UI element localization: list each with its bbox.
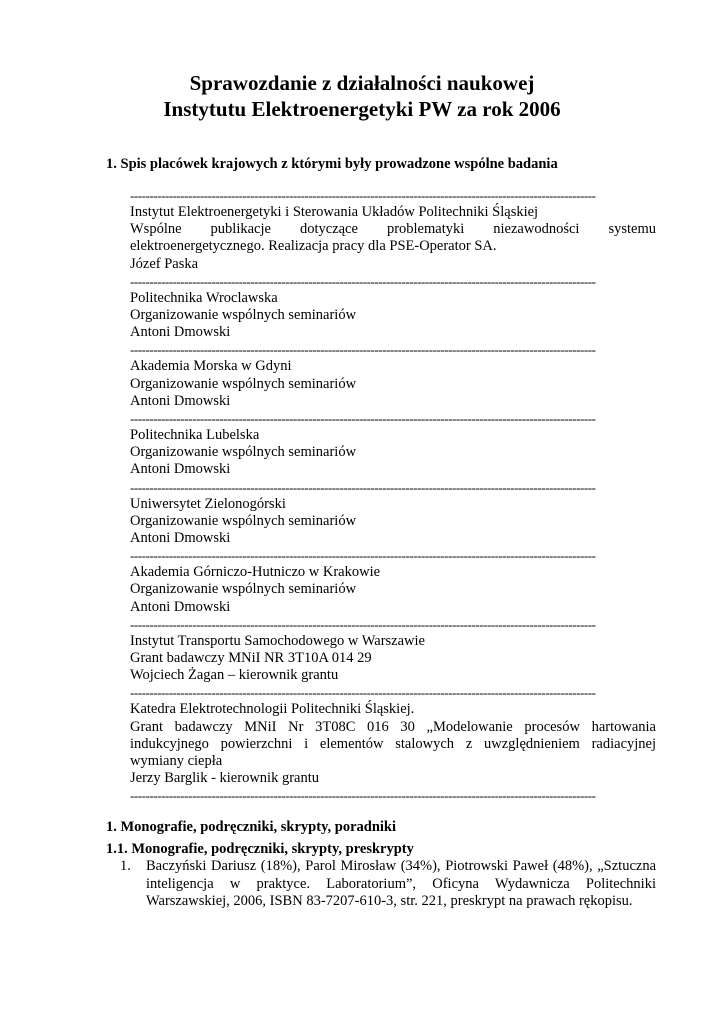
separator: ------------------------------------------------------------------------------------------------------------------------	[130, 411, 596, 427]
partner-entry	[130, 701, 656, 787]
separator: ------------------------------------------------------------------------------------------------------------------------	[130, 616, 596, 632]
contact-person: Antoni Dmowski	[130, 392, 231, 409]
institution-name: Akademia Morska w Gdyni	[130, 358, 292, 375]
title-line-1: Sprawozdanie z działalności naukowej	[189, 71, 535, 95]
separator: ------------------------------------------------------------------------------------------------------------------------	[130, 685, 596, 701]
collaboration-description: elektroenergetycznego. Realizacja pracy dla PSE-Operator SA.	[130, 238, 497, 255]
title-line-2: Instytutu Elektroenergetyki PW za rok 2006	[163, 97, 561, 121]
contact-person: Antoni Dmowski	[130, 461, 231, 478]
contact-person: Antoni Dmowski	[130, 598, 231, 615]
document-title	[0, 70, 724, 122]
collaboration-description: Organizowanie wspólnych seminariów	[130, 444, 357, 461]
contact-person: Antoni Dmowski	[130, 530, 231, 547]
separator: ------------------------------------------------------------------------------------------------------------------------	[130, 342, 596, 358]
collaboration-description: Organizowanie wspólnych seminariów	[130, 375, 357, 392]
partner-institutions-list	[130, 187, 656, 804]
separator: ------------------------------------------------------------------------------------------------------------------------	[130, 479, 596, 495]
separator: ------------------------------------------------------------------------------------------------------------------------	[130, 273, 596, 289]
partner-entry	[130, 358, 656, 410]
separator: ------------------------------------------------------------------------------------------------------------------------	[130, 788, 596, 804]
section-1-heading: 1. Spis placówek krajowych z którymi były prowadzone wspólne badania	[106, 156, 558, 172]
collaboration-description: Organizowanie wspólnych seminariów	[130, 512, 357, 529]
partner-entry	[130, 496, 656, 548]
publication-list	[120, 858, 656, 911]
institution-name: Instytut Transportu Samochodowego w Warszawie	[130, 632, 425, 649]
list-item	[120, 858, 656, 911]
institution-name: Instytut Elektroenergetyki i Sterowania Układów Politechniki Śląskiej	[130, 204, 539, 220]
contact-person: Józef Paska	[130, 255, 199, 272]
collaboration-description: Grant badawczy MNiI Nr 3T08C 016 30 „Modelowanie procesów hartowania indukcyjnego powierzchni i elementów stalowych z uwzględnieniem radiacyjnej wymiany ciepła	[130, 718, 656, 770]
section-2-1-heading: 1.1. Monografie, podręczniki, skrypty, preskrypty	[106, 841, 414, 857]
publication-citation: Baczyński Dariusz (18%), Parol Mirosław (34%), Piotrowski Paweł (48%), „Sztuczna inteligencja w praktyce. Laboratorium”, Oficyna Wydawnicza Politechniki Warszawskiej, 2006, ISBN 83-7207-610-3, str. 221, preskrypt na prawach rękopisu.	[146, 858, 656, 909]
institution-name: Politechnika Lubelska	[130, 427, 260, 444]
list-item-number: 1.	[120, 858, 131, 874]
partner-entry	[130, 427, 656, 479]
contact-person: Wojciech Żagan – kierownik grantu	[130, 667, 339, 684]
partner-entry	[130, 204, 656, 273]
section-2-heading: 1. Monografie, podręczniki, skrypty, poradniki	[106, 819, 397, 835]
separator: ------------------------------------------------------------------------------------------------------------------------	[130, 188, 596, 203]
partner-entry	[130, 290, 656, 342]
partner-entry	[130, 564, 656, 616]
contact-person: Antoni Dmowski	[130, 324, 231, 341]
separator: ------------------------------------------------------------------------------------------------------------------------	[130, 548, 596, 564]
institution-name: Katedra Elektrotechnologii Politechniki Śląskiej.	[130, 701, 415, 718]
collaboration-description: Organizowanie wspólnych seminariów	[130, 307, 357, 324]
collaboration-description: Wspólne publikacje dotyczące problematyki niezawodności systemu	[130, 221, 656, 238]
collaboration-description: Grant badawczy MNiI NR 3T10A 014 29	[130, 650, 372, 667]
collaboration-description: Organizowanie wspólnych seminariów	[130, 581, 357, 598]
institution-name: Uniwersytet Zielonogórski	[130, 495, 286, 512]
contact-person: Jerzy Barglik - kierownik grantu	[130, 770, 319, 787]
institution-name: Akademia Górniczo-Hutniczo w Krakowie	[130, 564, 381, 581]
partner-entry	[130, 633, 656, 685]
institution-name: Politechnika Wroclawska	[130, 289, 278, 306]
